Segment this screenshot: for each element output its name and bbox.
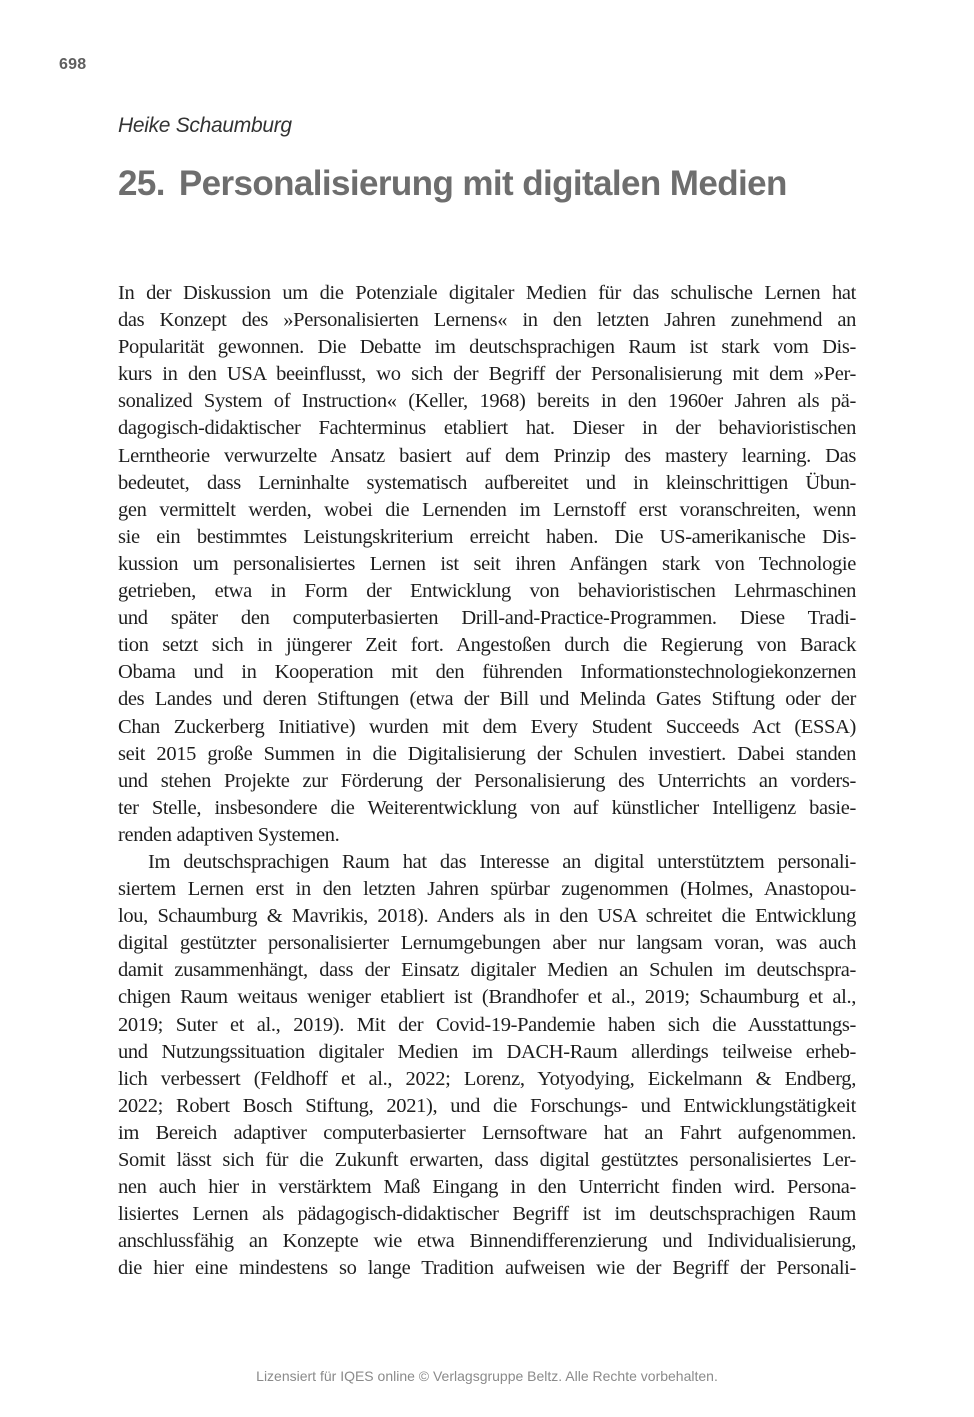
chapter-heading: [118, 164, 787, 204]
author-name: Heike Schaumburg: [118, 114, 292, 137]
chapter-title: Personalisierung mit digitalen Medien: [178, 164, 787, 203]
text-line: Im deutschsprachigen Raum hat das Interesse an digital unterstütztem personali-: [148, 850, 856, 873]
text-line: tion setzt sich in jüngerer Zeit fort. Angestoßen durch die Regierung von Barack: [118, 634, 856, 657]
text-line: des Landes und deren Stiftungen (etwa der Bill und Melinda Gates Stiftung oder der: [118, 688, 856, 711]
text-line: und später den computerbasierten Drill-and-Practice-Programmen. Diese Tradi-: [118, 607, 856, 630]
text-line: Lerntheorie verwurzelte Ansatz basiert auf dem Prinzip des mastery learning. Das: [118, 444, 856, 467]
paragraph-2: [118, 849, 856, 1283]
text-line: In der Diskussion um die Potenziale digitaler Medien für das schulische Lernen hat: [118, 282, 856, 304]
chapter-number: 25.: [118, 164, 165, 203]
text-line: lou, Schaumburg & Mavrikis, 2018). Anders als in den USA schreitet die Entwicklung: [118, 905, 856, 928]
text-line: Chan Zuckerberg Initiative) wurden mit dem Every Student Succeeds Act (ESSA): [118, 715, 856, 738]
text-line: bedeutet, dass Lerninhalte systematisch aufbereitet und in kleinschrittigen Übun-: [118, 471, 856, 494]
text-line: das Konzept des »Personalisierten Lernens« in den letzten Jahren zunehmend an: [118, 309, 856, 332]
text-line: sonalized System of Instruction« (Keller, 1968) bereits in den 1960er Jahren als pä-: [118, 390, 856, 413]
text-line: 2019; Suter et al., 2019). Mit der Covid-19-Pandemie haben sich die Ausstattungs-: [118, 1013, 856, 1036]
text-line: die hier eine mindestens so lange Tradition aufweisen wie der Begriff der Personali-: [118, 1257, 856, 1280]
text-line: ter Stelle, insbesondere die Weiterentwicklung von auf künstlicher Intelligenz basie-: [118, 796, 856, 819]
text-line: seit 2015 große Summen in die Digitalisierung der Schulen investiert. Dabei standen: [118, 742, 856, 765]
paragraph-1: [118, 280, 856, 849]
text-line: und Nutzungssituation digitaler Medien im DACH-Raum allerdings teilweise erheb-: [118, 1040, 856, 1063]
text-line: nen auch hier in verstärktem Maß Eingang in den Unterricht finden wird. Persona-: [118, 1176, 856, 1199]
text-line: digital gestützter personalisierter Lernumgebungen aber nur langsam voran, was auch: [118, 932, 856, 955]
text-line: und stehen Projekte zur Förderung der Personalisierung des Unterrichts an vorders-: [118, 769, 856, 792]
text-line: kurs in den USA beeinflusst, wo sich der Begriff der Personalisierung mit dem »Per-: [118, 363, 856, 386]
text-line: gen vermittelt werden, wobei die Lernenden im Lernstoff erst voranschreiten, wenn: [118, 498, 856, 521]
body-text: [118, 280, 856, 1282]
text-line: lisiertes Lernen als pädagogisch-didaktischer Begriff ist im deutschsprachigen Raum: [118, 1203, 856, 1226]
text-line: siertem Lernen erst in den letzten Jahren spürbar zugenommen (Holmes, Anastopou-: [118, 878, 856, 901]
text-line: Obama und in Kooperation mit den führenden Informationstechnologiekonzernen: [118, 661, 856, 684]
text-line: chigen Raum weitaus weniger etabliert ist (Brandhofer et al., 2019; Schaumburg et al.,: [118, 986, 856, 1009]
text-line: kussion um personalisiertes Lernen ist seit ihren Anfängen stark von Technologie: [118, 552, 856, 575]
text-line: renden adaptiven Systemen.: [118, 823, 340, 846]
text-line: dagogisch-didaktischer Fachterminus etabliert hat. Dieser in der behavioristischen: [118, 417, 856, 440]
text-line: Popularität gewonnen. Die Debatte im deutschsprachigen Raum ist stark vom Dis-: [118, 336, 856, 359]
text-line: getrieben, etwa in Form der Entwicklung von behavioristischen Lehrmaschinen: [118, 580, 856, 603]
text-line: 2022; Robert Bosch Stiftung, 2021), und die Forschungs- und Entwicklungstätigkeit: [118, 1094, 856, 1117]
text-line: lich verbessert (Feldhoff et al., 2022; Lorenz, Yotyodying, Eickelmann & Endberg,: [118, 1067, 856, 1090]
license-footer: Lizensiert für IQES online © Verlagsgruppe Beltz. Alle Rechte vorbehalten.: [256, 1368, 718, 1384]
text-line: im Bereich adaptiver computerbasierter Lernsoftware hat an Fahrt aufgenommen.: [118, 1121, 856, 1144]
text-line: Somit lässt sich für die Zukunft erwarten, dass digital gestütztes personalisiertes Ler-: [118, 1149, 856, 1171]
page-number: 698: [59, 56, 87, 73]
text-line: sie ein bestimmtes Leistungskriterium erreicht haben. Die US-amerikanische Dis-: [118, 525, 856, 548]
text-line: damit zusammenhängt, dass der Einsatz digitaler Medien an Schulen im deutschspra-: [118, 959, 856, 982]
text-line: anschlussfähig an Konzepte wie etwa Binnendifferenzierung und Individualisierung,: [118, 1230, 856, 1253]
